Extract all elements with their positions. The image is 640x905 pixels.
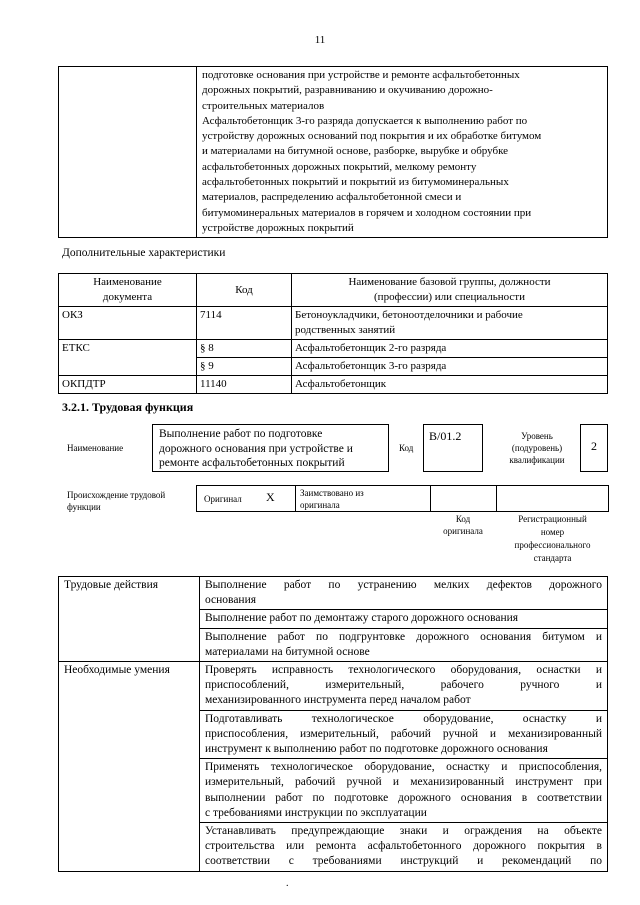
skill-line: Устанавливать предупреждающие знаки и ограждения на объекте — [205, 825, 602, 838]
code-cell: 11140 — [197, 376, 292, 394]
qualification-level-box: 2 — [580, 424, 608, 472]
function-name-line: дорожного основания при устройстве и — [159, 442, 353, 455]
empty-left-cell — [59, 67, 197, 238]
skill-line: Проверять исправность технологического оборудования, оснастки и — [205, 664, 602, 677]
qualification-description-cell — [197, 67, 608, 238]
origin-label — [67, 489, 165, 513]
description-line: устройству дорожных оснований под покрытия и их обработке битумом — [202, 130, 542, 143]
divider — [496, 485, 497, 512]
header-code: Код — [197, 274, 292, 307]
skill-line: механизированного инструмента перед началом работ — [205, 694, 471, 707]
code-cell: § 9 — [197, 358, 292, 376]
skills-label-cell: Необходимые умения — [59, 662, 200, 872]
code-original-line: оригинала — [443, 526, 483, 536]
code-label: Код — [399, 443, 414, 453]
function-name-line: Выполнение работ по подготовке — [159, 428, 323, 440]
action-line: основания — [205, 594, 257, 607]
skill-cell — [200, 710, 608, 759]
description-line: дорожных покрытий, разравниванию и окучиванию дорожно- — [202, 84, 493, 97]
original-label: Оригинал — [204, 494, 242, 504]
description-line: подготовке основания при устройстве и ремонте асфальтобетонных — [202, 69, 520, 81]
registration-line: Регистрационный — [518, 514, 587, 524]
skill-cell — [200, 759, 608, 823]
description-line: строительных материалов — [202, 99, 325, 112]
skill-line: Подготавливать технологическое оборудование, оснастку и — [205, 712, 602, 725]
description-line: битумоминеральных материалов в горячем и холодном состоянии при — [202, 206, 532, 219]
action-line: Выполнение работ по устранению мелких дефектов дорожного — [205, 579, 602, 591]
continuation-table — [58, 66, 608, 238]
skill-line: с требованиями инструкции по эксплуатации — [205, 806, 427, 819]
table-row — [59, 307, 608, 340]
name-cell: Асфальтобетонщик 2-го разряда — [292, 340, 608, 358]
description-line: устройстве дорожных покрытий — [202, 221, 354, 234]
divider — [295, 485, 296, 512]
function-name-box — [152, 424, 389, 472]
code-cell: § 8 — [197, 340, 292, 358]
footer-mark: . — [286, 878, 289, 889]
action-line: Выполнение работ по подгрунтовке дорожного основания битумом и — [205, 630, 602, 643]
level-label-line: (подуровень) — [511, 443, 563, 453]
name-text: Бетоноукладчики, бетоноотделочники и рабочие — [295, 309, 523, 321]
header-document — [59, 274, 197, 307]
borrowed-label-line: Заимствовано из — [300, 488, 364, 498]
origin-label-line: функции — [67, 502, 101, 512]
header-group-name — [292, 274, 608, 307]
registration-line: стандарта — [533, 553, 572, 563]
code-original-line: Код — [455, 514, 471, 524]
actions-label-cell: Трудовые действия — [59, 577, 200, 662]
level-label — [492, 430, 582, 466]
name-label: Наименование — [67, 443, 124, 453]
code-original-label — [430, 513, 496, 537]
table-row — [59, 376, 608, 394]
header-text: Наименование — [93, 276, 162, 288]
page-number: 11 — [314, 34, 326, 46]
name-text: родственных занятий — [295, 324, 396, 336]
divider — [430, 485, 431, 512]
origin-table — [196, 485, 609, 512]
function-code-box: В/01.2 — [423, 424, 483, 472]
registration-line: номер — [540, 527, 565, 537]
skill-line: соответствии с требованиями инструкций и рекомендаций по — [205, 855, 602, 868]
section-title: 3.2.1. Трудовая функция — [62, 400, 194, 414]
skill-cell — [200, 823, 608, 872]
skill-line: строительства или ремонта асфальтобетонного дорожного покрытия в — [205, 840, 602, 853]
skill-line: инструмент к выполнению работ по подготовке дорожного основания — [205, 743, 548, 756]
original-mark: X — [266, 490, 275, 504]
action-line: Выполнение работ по демонтажу старого дорожного основания — [205, 612, 519, 625]
action-line: материалами на битумной основе — [205, 645, 370, 658]
borrowed-label-line: оригинала — [300, 500, 340, 510]
level-label-line: Уровень — [521, 431, 553, 441]
table-row — [59, 662, 608, 711]
borrowed-label — [300, 487, 364, 511]
description-line: Асфальтобетонщик 3-го разряда допускается к выполнению работ по — [202, 114, 528, 127]
labor-function-table — [58, 576, 608, 872]
header-text: документа — [102, 291, 153, 303]
description-line: асфальтобетонных покрытий и покрытий из битумоминеральных — [202, 176, 509, 189]
code-cell: 7114 — [197, 307, 292, 340]
header-text: Наименование базовой группы, должности — [348, 276, 551, 288]
additional-characteristics-title: Дополнительные характеристики — [62, 247, 226, 259]
action-cell — [200, 610, 608, 628]
registration-number-label — [496, 513, 609, 565]
table-row — [59, 577, 608, 610]
origin-label-line: Происхождение трудовой — [67, 490, 166, 500]
skill-line: приспособления, измерительный, рабочий ручной и механизированный — [205, 727, 602, 740]
action-cell — [200, 628, 608, 661]
skill-line: Применять технологическое оборудование, оснастку и приспособления, — [205, 761, 602, 774]
action-cell — [200, 577, 608, 610]
description-line: материалов, распределению асфальтобетонной смеси и — [202, 191, 462, 204]
name-cell — [292, 307, 608, 340]
doc-cell: ОКПДТР — [59, 376, 197, 394]
table-row — [59, 340, 608, 358]
name-cell: Асфальтобетонщик 3-го разряда — [292, 358, 608, 376]
registration-line: профессионального — [514, 540, 591, 550]
name-cell: Асфальтобетонщик — [292, 376, 608, 394]
header-text: (профессии) или специальности — [374, 291, 525, 303]
additional-characteristics-table — [58, 273, 608, 394]
skill-line: приспособлений, измерительный, рабочего ручного и — [205, 679, 602, 692]
doc-cell: ЕТКС — [59, 340, 197, 376]
doc-cell: ОКЗ — [59, 307, 197, 340]
level-label-line: квалификации — [509, 455, 565, 465]
skill-line: выполнении работ по подготовке дорожного основания в соответствии — [205, 791, 602, 804]
skill-line: измерительный, рабочий ручной и механизированный инструмент при — [205, 776, 602, 789]
description-line: и материалами на битумной основе, разборке, вырубке и обрубке — [202, 145, 509, 158]
function-name-line: ремонте асфальтобетонных покрытий — [159, 457, 345, 469]
description-line: асфальтобетонных дорожных покрытий, мелкому ремонту — [202, 160, 477, 173]
skill-cell — [200, 662, 608, 711]
